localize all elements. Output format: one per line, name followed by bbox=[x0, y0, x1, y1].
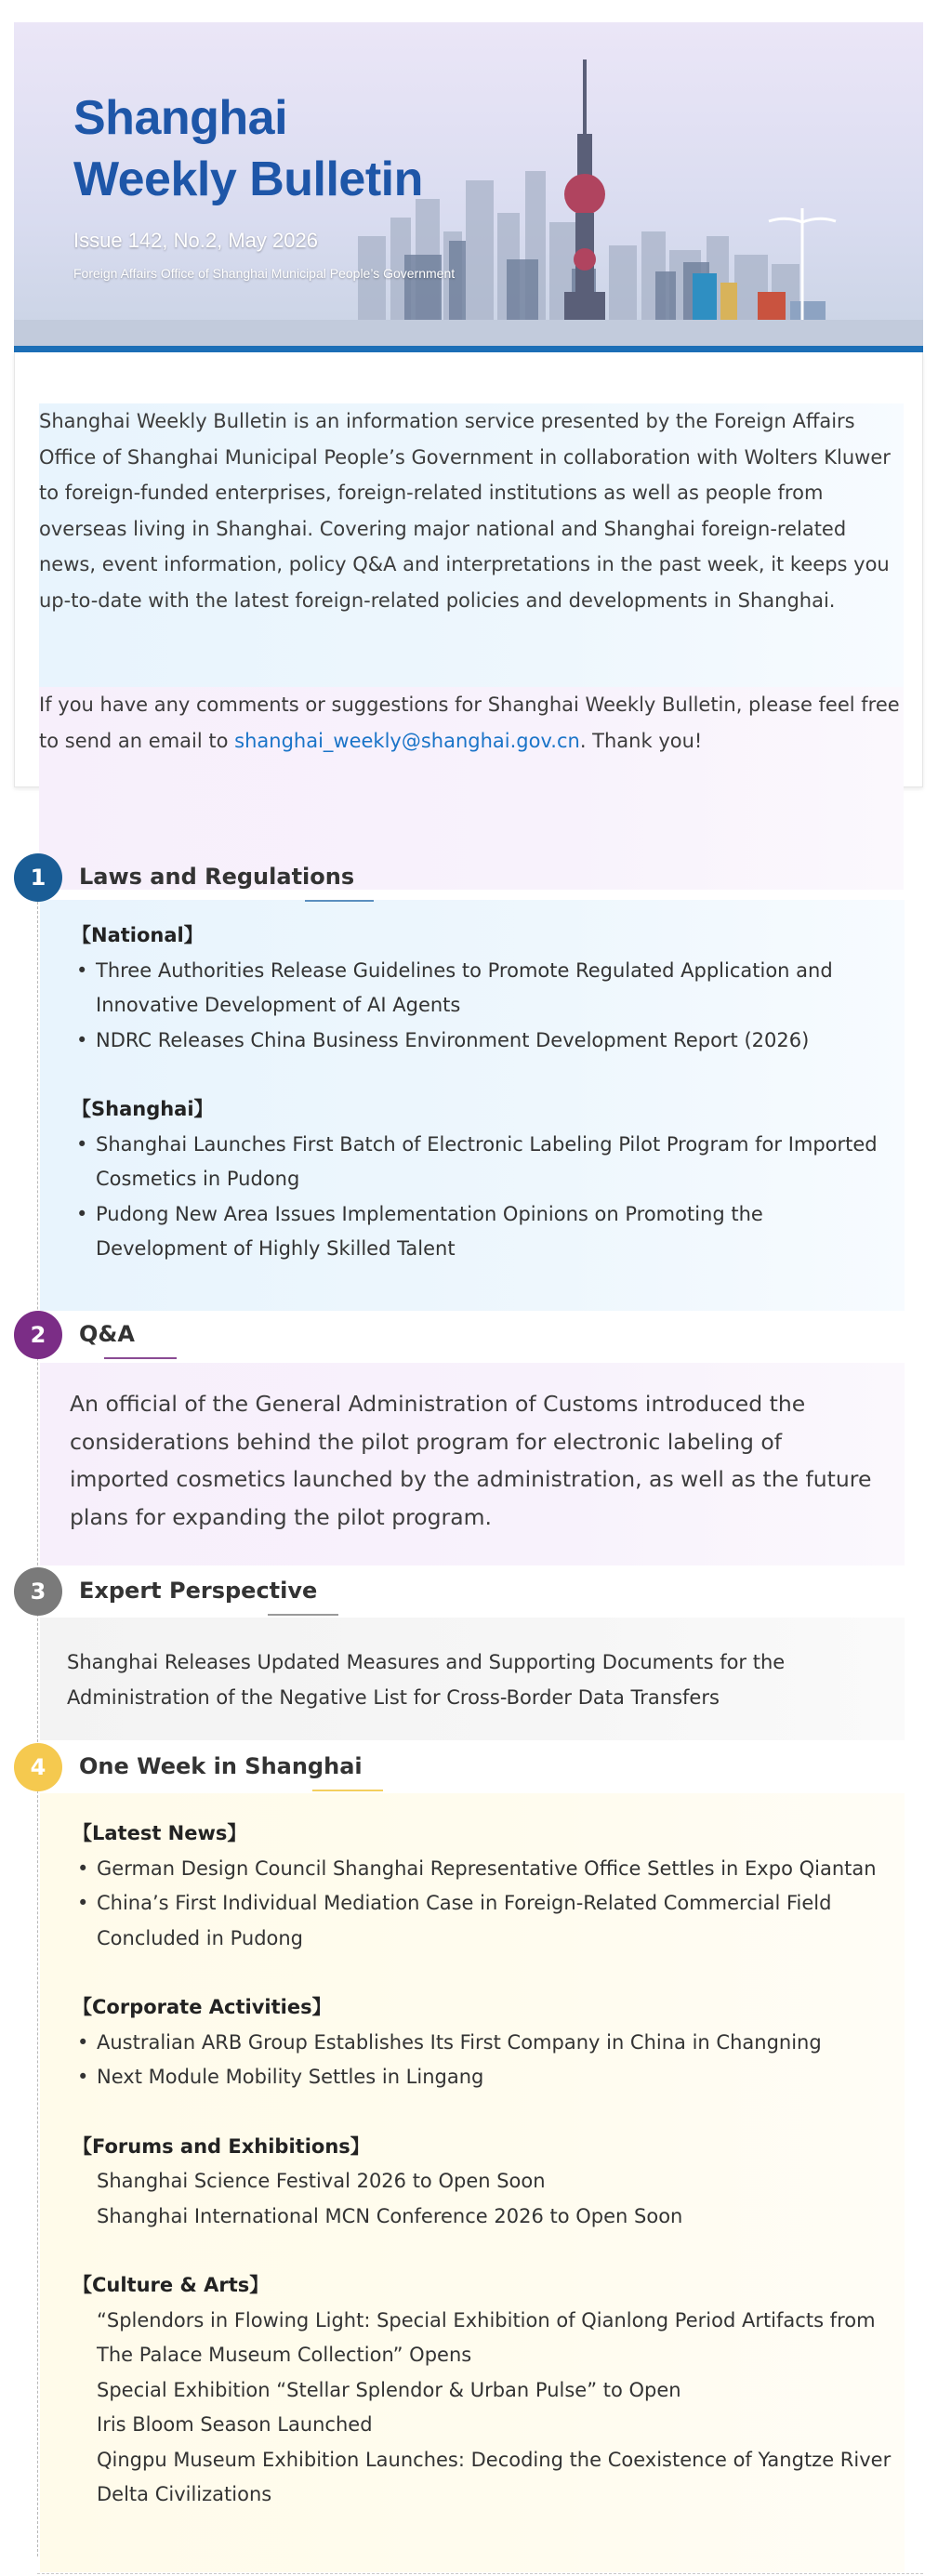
news-link[interactable]: • China’s First Individual Mediation Case in Foreign-Related Commercial Field Concluded in Pudong bbox=[73, 1886, 900, 1956]
news-link[interactable]: • Australian ARB Group Establishes Its First Company in China in Changning bbox=[73, 2026, 900, 2061]
news-link[interactable]: • Three Authorities Release Guidelines to Promote Regulated Application and Innovative Development of AI Agents bbox=[72, 954, 899, 1024]
bottom-divider bbox=[37, 2573, 923, 2574]
section-underline bbox=[104, 1357, 177, 1359]
section-3-panel bbox=[40, 1618, 905, 1740]
news-link[interactable]: • Shanghai Launches First Batch of Electronic Labeling Pilot Program for Imported Cosmetics in Pudong bbox=[72, 1128, 899, 1197]
event-link[interactable]: Shanghai Science Festival 2026 to Open Soon bbox=[97, 2170, 546, 2192]
expert-perspective-link[interactable]: Shanghai Releases Updated Measures and Supporting Documents for the Administration of the Negative List for Cross-Border Data Transfers bbox=[67, 1651, 786, 1709]
section-underline bbox=[305, 900, 374, 902]
category-label: 【Shanghai】 bbox=[72, 1098, 214, 1120]
qa-text[interactable]: An official of the General Administration of Customs introduced the considerations behind the pilot program for electronic labeling of imported cosmetics launched by the administration, as well as the future plans for expanding the pilot program. bbox=[70, 1391, 872, 1530]
section-underline bbox=[312, 1790, 383, 1791]
culture-link[interactable]: Qingpu Museum Exhibition Launches: Decoding the Coexistence of Yangtze River Delta Civilizations bbox=[97, 2448, 892, 2505]
timeline-divider bbox=[37, 878, 38, 2556]
section-number-badge: 2 bbox=[14, 1311, 62, 1359]
section-number-badge: 3 bbox=[14, 1567, 62, 1616]
culture-link[interactable]: Iris Bloom Season Launched bbox=[97, 2413, 373, 2436]
category-label: 【Forums and Exhibitions】 bbox=[73, 2134, 370, 2158]
contact-paragraph: If you have any comments or suggestions for Shanghai Weekly Bulletin, please feel free to send an email to shanghai_weekly@shanghai.gov.cn. Thank you! bbox=[39, 687, 904, 890]
section-1-panel bbox=[40, 900, 905, 1311]
section-title: One Week in Shanghai bbox=[79, 1753, 363, 1779]
news-link[interactable]: • NDRC Releases China Business Environment Development Report (2026) bbox=[72, 1024, 899, 1059]
culture-link[interactable]: Special Exhibition “Stellar Splendor & Urban Pulse” to Open bbox=[97, 2378, 681, 2401]
section-underline bbox=[268, 1614, 338, 1616]
category-label: 【Culture & Arts】 bbox=[73, 2274, 270, 2296]
office-label: Foreign Affairs Office of Shanghai Municipal People’s Government bbox=[73, 266, 456, 281]
email-link[interactable]: shanghai_weekly@shanghai.gov.cn bbox=[234, 729, 580, 752]
section-title: Expert Perspective bbox=[79, 1578, 318, 1604]
news-link[interactable]: • Next Module Mobility Settles in Lingang bbox=[73, 2060, 900, 2095]
issue-label: Issue 142, No.2, May 2026 bbox=[73, 229, 318, 252]
category-label: 【National】 bbox=[72, 924, 204, 946]
banner-accent-bar bbox=[14, 346, 923, 352]
section-title: Laws and Regulations bbox=[79, 864, 355, 890]
section-title: Q&A bbox=[79, 1321, 135, 1347]
news-link[interactable]: • German Design Council Shanghai Representative Office Settles in Expo Qiantan bbox=[73, 1852, 900, 1887]
bulletin-title: Shanghai Weekly Bulletin bbox=[73, 91, 423, 206]
intro-card bbox=[14, 352, 923, 787]
event-link[interactable]: Shanghai International MCN Conference 2026 to Open Soon bbox=[97, 2204, 683, 2227]
category-label: 【Latest News】 bbox=[73, 1822, 247, 1844]
section-number-badge: 4 bbox=[14, 1743, 62, 1791]
section-4-panel bbox=[40, 1793, 905, 2572]
section-number-badge: 1 bbox=[14, 853, 62, 902]
category-label: 【Corporate Activities】 bbox=[73, 1996, 332, 2018]
culture-link[interactable]: “Splendors in Flowing Light: Special Exhibition of Qianlong Period Artifacts from The Palace Museum Collection” Opens bbox=[97, 2308, 876, 2366]
news-link[interactable]: • Pudong New Area Issues Implementation Opinions on Promoting the Development of Highly Skilled Talent bbox=[72, 1197, 899, 1267]
section-2-panel bbox=[40, 1363, 905, 1565]
header-banner bbox=[14, 22, 923, 348]
intro-paragraph: Shanghai Weekly Bulletin is an information service presented by the Foreign Affairs Office of Shanghai Municipal People’s Government in collaboration with Wolters Kluwer to foreign-funded enterprises, foreign-related institutions as well as people from overseas living in Shanghai. Covering major national and Shanghai foreign-related news, event information, policy Q&A and interpretations in the past week, it keeps you up-to-date with the latest foreign-related policies and developments in Shanghai. bbox=[39, 403, 904, 814]
